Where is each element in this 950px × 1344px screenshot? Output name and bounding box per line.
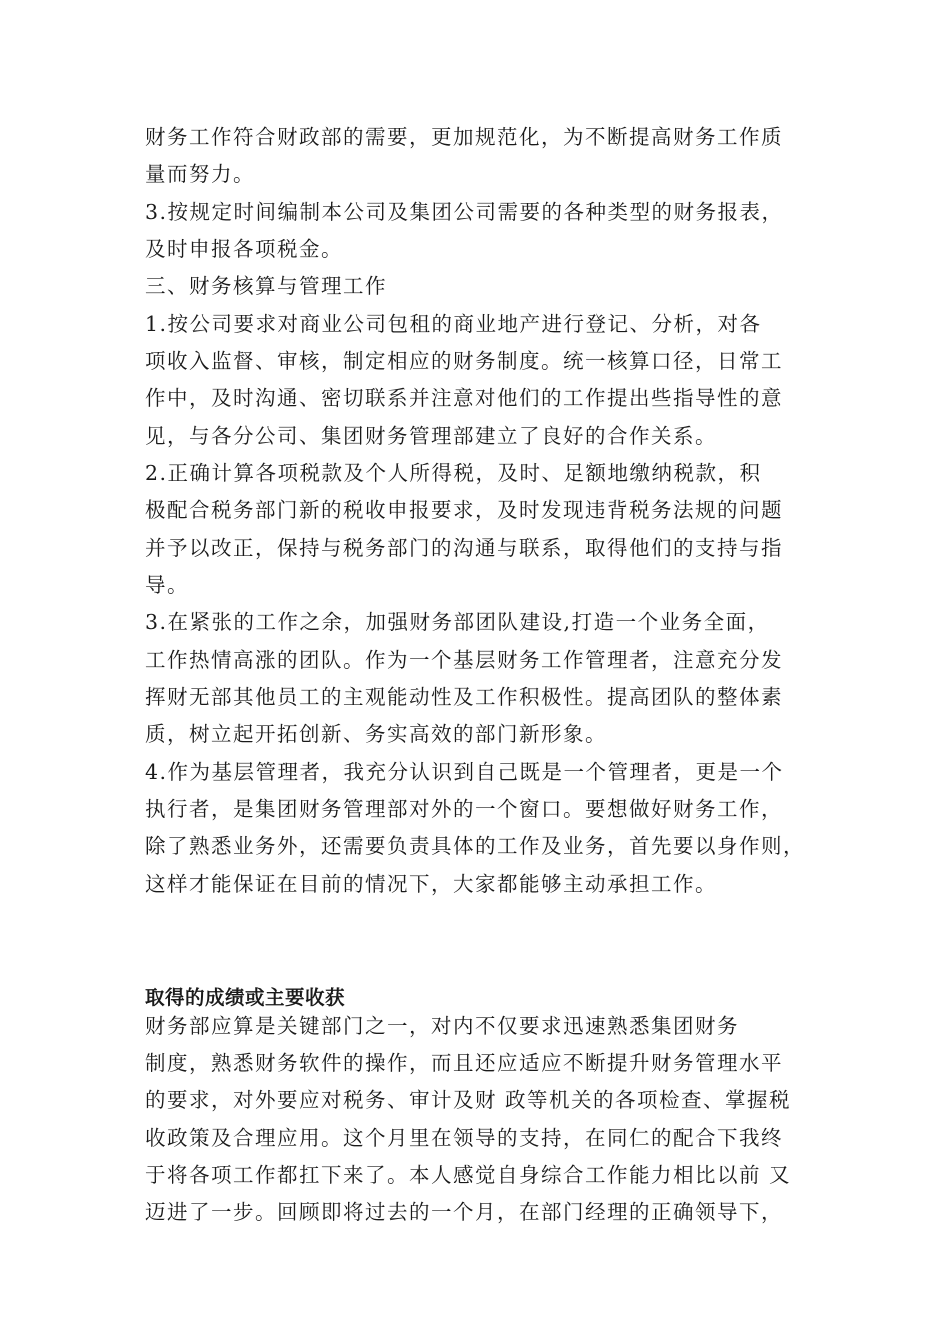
body-line: 4.作为基层管理者，我充分认识到自己既是一个管理者，更是一个 (145, 760, 784, 784)
body-line: 导。 (145, 573, 189, 597)
section-line: 财务部应算是关键部门之一，对内不仅要求迅速熟悉集团财务 (145, 1014, 739, 1038)
section-line: 于将各项工作都扛下来了。本人感觉自身综合工作能力相比以前 又 (145, 1163, 792, 1187)
body-line: 并予以改正，保持与税务部门的沟通与联系，取得他们的支持与指 (145, 536, 783, 560)
body-line: 这样才能保证在目前的情况下，大家都能够主动承担工作。 (145, 872, 717, 896)
body-line: 项收入监督、审核，制定相应的财务制度。统一核算口径，日常工 (145, 349, 783, 373)
body-line: 除了熟悉业务外，还需要负责具体的工作及业务，首先要以身作则， (145, 834, 805, 858)
body-line: 3.按规定时间编制本公司及集团公司需要的各种类型的财务报表， (145, 200, 784, 224)
body-line: 财务工作符合财政部的需要，更加规范化，为不断提高财务工作质 (145, 125, 783, 149)
section-line: 的要求，对外要应对税务、审计及财 政等机关的各项检查、掌握税 (145, 1088, 792, 1112)
body-line: 极配合税务部门新的税收申报要求，及时发现违背税务法规的问题 (145, 498, 783, 522)
body-line: 3.在紧张的工作之余，加强财务部团队建设,打造一个业务全面， (145, 610, 770, 634)
body-line: 及时申报各项税金。 (145, 237, 343, 261)
body-line: 量而努力。 (145, 162, 255, 186)
body-line: 2.正确计算各项税款及个人所得税，及时、足额地缴纳税款，积 (145, 461, 762, 485)
body-line: 见，与各分公司、集团财务管理部建立了良好的合作关系。 (145, 424, 717, 448)
section-line: 收政策及合理应用。这个月里在领导的支持，在同仁的配合下我终 (145, 1126, 783, 1150)
body-line: 执行者，是集团财务管理部对外的一个窗口。要想做好财务工作， (145, 797, 783, 821)
section-line: 制度，熟悉财务软件的操作，而且还应适应不断提升财务管理水平 (145, 1051, 783, 1075)
body-line: 挥财无部其他员工的主观能动性及工作积极性。提高团队的整体素 (145, 685, 783, 709)
body-line: 1.按公司要求对商业公司包租的商业地产进行登记、分析，对各 (145, 312, 762, 336)
subsection-title: 三、财务核算与管理工作 (145, 274, 387, 298)
body-line: 作中，及时沟通、密切联系并注意对他们的工作提出些指导性的意 (145, 386, 783, 410)
section-line: 迈进了一步。回顾即将过去的一个月，在部门经理的正确领导下， (145, 1200, 783, 1224)
section-heading: 取得的成绩或主要收获 (145, 986, 346, 1009)
body-line: 质，树立起开拓创新、务实高效的部门新形象。 (145, 722, 607, 746)
body-line: 工作热情高涨的团队。作为一个基层财务工作管理者，注意充分发 (145, 648, 783, 672)
